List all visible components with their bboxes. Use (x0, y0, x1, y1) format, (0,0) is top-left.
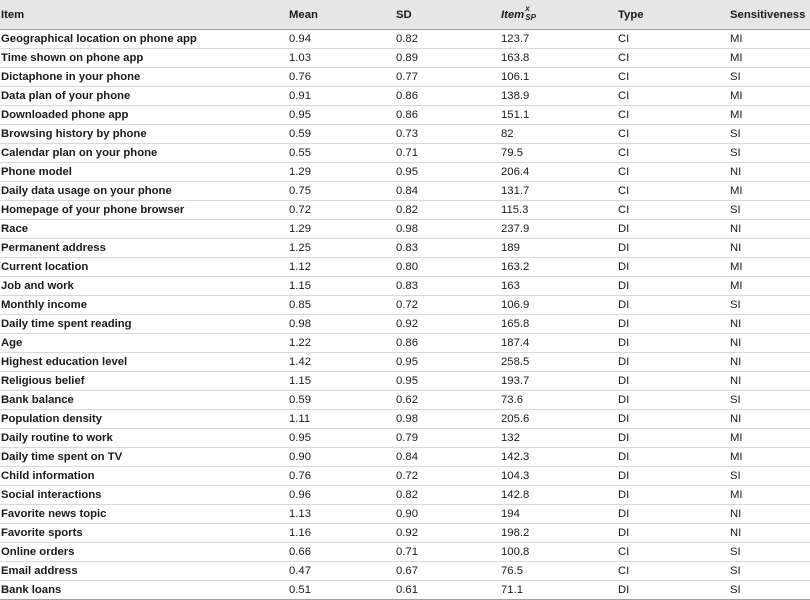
cell-mean: 1.29 (289, 163, 396, 182)
cell-sensitiveness: NI (730, 220, 810, 239)
table-row (0, 106, 810, 125)
table-row (0, 524, 810, 543)
cell-type: DI (618, 524, 730, 543)
table-row (0, 277, 810, 296)
cell-mean: 1.11 (289, 410, 396, 429)
cell-sensitiveness: MI (730, 49, 810, 68)
cell-sensitiveness: MI (730, 106, 810, 125)
cell-mean: 0.51 (289, 581, 396, 600)
cell-type: DI (618, 277, 730, 296)
cell-sensitiveness: NI (730, 315, 810, 334)
cell-sensitiveness: MI (730, 258, 810, 277)
cell-mean: 0.47 (289, 562, 396, 581)
table-row (0, 163, 810, 182)
cell-sd: 0.86 (396, 87, 501, 106)
table-row (0, 144, 810, 163)
cell-sensitiveness: SI (730, 467, 810, 486)
cell-sensitiveness: SI (730, 543, 810, 562)
cell-score: 106.9 (501, 296, 618, 315)
header-score-subsup (524, 3, 536, 22)
cell-score: 187.4 (501, 334, 618, 353)
cell-item: Favorite sports (0, 524, 289, 543)
table-row (0, 486, 810, 505)
cell-sensitiveness: MI (730, 30, 810, 49)
cell-sd: 0.82 (396, 201, 501, 220)
cell-item: Daily time spent reading (0, 315, 289, 334)
cell-item: Browsing history by phone (0, 125, 289, 144)
cell-item: Age (0, 334, 289, 353)
cell-sd: 0.95 (396, 163, 501, 182)
cell-item: Favorite news topic (0, 505, 289, 524)
cell-sensitiveness: NI (730, 334, 810, 353)
cell-item: Bank loans (0, 581, 289, 600)
table-row (0, 315, 810, 334)
cell-score: 189 (501, 239, 618, 258)
cell-mean: 1.42 (289, 353, 396, 372)
cell-score: 104.3 (501, 467, 618, 486)
header-sensitiveness: Sensitiveness (730, 0, 810, 30)
cell-score: 106.1 (501, 68, 618, 87)
cell-type: DI (618, 296, 730, 315)
cell-type: DI (618, 391, 730, 410)
cell-sd: 0.82 (396, 486, 501, 505)
cell-sd: 0.80 (396, 258, 501, 277)
cell-item: Email address (0, 562, 289, 581)
cell-score: 151.1 (501, 106, 618, 125)
cell-sd: 0.72 (396, 467, 501, 486)
cell-score: 206.4 (501, 163, 618, 182)
header-score-base: Item (501, 8, 525, 21)
header-type: Type (618, 0, 730, 30)
cell-type: DI (618, 258, 730, 277)
cell-type: CI (618, 201, 730, 220)
cell-sd: 0.83 (396, 239, 501, 258)
cell-sd: 0.62 (396, 391, 501, 410)
cell-item: Population density (0, 410, 289, 429)
cell-sensitiveness: NI (730, 163, 810, 182)
cell-type: DI (618, 429, 730, 448)
header-sd: SD (396, 0, 501, 30)
cell-score: 82 (501, 125, 618, 144)
cell-sensitiveness: MI (730, 182, 810, 201)
cell-score: 71.1 (501, 581, 618, 600)
cell-sensitiveness: SI (730, 581, 810, 600)
cell-item: Daily time spent on TV (0, 448, 289, 467)
cell-type: DI (618, 448, 730, 467)
cell-mean: 0.72 (289, 201, 396, 220)
cell-sd: 0.92 (396, 315, 501, 334)
cell-sensitiveness: NI (730, 524, 810, 543)
table-row (0, 429, 810, 448)
cell-sensitiveness: NI (730, 239, 810, 258)
table-row (0, 372, 810, 391)
cell-type: CI (618, 163, 730, 182)
table-row (0, 30, 810, 49)
table-row (0, 182, 810, 201)
cell-sensitiveness: SI (730, 296, 810, 315)
cell-mean: 1.12 (289, 258, 396, 277)
table-row (0, 125, 810, 144)
cell-item: Homepage of your phone browser (0, 201, 289, 220)
cell-item: Permanent address (0, 239, 289, 258)
cell-item: Highest education level (0, 353, 289, 372)
cell-type: CI (618, 144, 730, 163)
table-row (0, 334, 810, 353)
cell-sd: 0.77 (396, 68, 501, 87)
cell-item: Job and work (0, 277, 289, 296)
cell-item: Daily routine to work (0, 429, 289, 448)
cell-mean: 0.90 (289, 448, 396, 467)
table-row (0, 87, 810, 106)
cell-type: DI (618, 505, 730, 524)
cell-sd: 0.98 (396, 220, 501, 239)
cell-score: 73.6 (501, 391, 618, 410)
cell-item: Calendar plan on your phone (0, 144, 289, 163)
cell-score: 100.8 (501, 543, 618, 562)
cell-mean: 0.76 (289, 467, 396, 486)
cell-type: DI (618, 353, 730, 372)
cell-sd: 0.82 (396, 30, 501, 49)
cell-type: CI (618, 106, 730, 125)
cell-type: CI (618, 30, 730, 49)
cell-score: 123.7 (501, 30, 618, 49)
cell-mean: 1.15 (289, 372, 396, 391)
cell-sd: 0.86 (396, 106, 501, 125)
cell-mean: 0.66 (289, 543, 396, 562)
cell-score: 76.5 (501, 562, 618, 581)
cell-score: 131.7 (501, 182, 618, 201)
cell-item: Phone model (0, 163, 289, 182)
cell-item: Race (0, 220, 289, 239)
cell-mean: 1.16 (289, 524, 396, 543)
cell-mean: 0.75 (289, 182, 396, 201)
cell-type: CI (618, 562, 730, 581)
table-row (0, 410, 810, 429)
cell-mean: 0.94 (289, 30, 396, 49)
table-row (0, 505, 810, 524)
cell-score: 142.3 (501, 448, 618, 467)
table-row (0, 353, 810, 372)
cell-score: 115.3 (501, 201, 618, 220)
cell-type: DI (618, 220, 730, 239)
cell-sd: 0.84 (396, 448, 501, 467)
cell-item: Online orders (0, 543, 289, 562)
cell-mean: 0.85 (289, 296, 396, 315)
table-row (0, 239, 810, 258)
cell-sensitiveness: MI (730, 277, 810, 296)
cell-sensitiveness: SI (730, 68, 810, 87)
cell-score: 142.8 (501, 486, 618, 505)
cell-sensitiveness: SI (730, 125, 810, 144)
cell-type: DI (618, 334, 730, 353)
cell-sd: 0.73 (396, 125, 501, 144)
table-row (0, 49, 810, 68)
cell-type: DI (618, 315, 730, 334)
cell-score: 79.5 (501, 144, 618, 163)
cell-mean: 0.98 (289, 315, 396, 334)
cell-score: 194 (501, 505, 618, 524)
cell-mean: 1.29 (289, 220, 396, 239)
header-mean: Mean (289, 0, 396, 30)
cell-sd: 0.71 (396, 144, 501, 163)
header-score-sup: x (525, 3, 530, 13)
cell-mean: 0.59 (289, 391, 396, 410)
cell-mean: 0.96 (289, 486, 396, 505)
cell-type: CI (618, 49, 730, 68)
table-row (0, 296, 810, 315)
cell-sd: 0.71 (396, 543, 501, 562)
cell-score: 193.7 (501, 372, 618, 391)
cell-sensitiveness: SI (730, 201, 810, 220)
cell-sd: 0.84 (396, 182, 501, 201)
cell-sensitiveness: NI (730, 505, 810, 524)
cell-sensitiveness: MI (730, 87, 810, 106)
cell-sensitiveness: NI (730, 353, 810, 372)
cell-sensitiveness: MI (730, 429, 810, 448)
cell-item: Time shown on phone app (0, 49, 289, 68)
cell-mean: 0.55 (289, 144, 396, 163)
cell-sd: 0.86 (396, 334, 501, 353)
cell-type: CI (618, 543, 730, 562)
table-row (0, 467, 810, 486)
cell-score: 163.2 (501, 258, 618, 277)
cell-mean: 1.25 (289, 239, 396, 258)
cell-score: 237.9 (501, 220, 618, 239)
cell-sensitiveness: SI (730, 562, 810, 581)
table-row (0, 391, 810, 410)
cell-sensitiveness: NI (730, 410, 810, 429)
cell-sd: 0.95 (396, 372, 501, 391)
cell-type: CI (618, 87, 730, 106)
cell-type: DI (618, 239, 730, 258)
header-score (501, 0, 618, 30)
cell-score: 163 (501, 277, 618, 296)
cell-score: 163.8 (501, 49, 618, 68)
cell-type: DI (618, 372, 730, 391)
table-row (0, 581, 810, 600)
table-row (0, 562, 810, 581)
cell-item: Daily data usage on your phone (0, 182, 289, 201)
cell-sensitiveness: SI (730, 391, 810, 410)
cell-sd: 0.61 (396, 581, 501, 600)
table-row (0, 448, 810, 467)
cell-item: Monthly income (0, 296, 289, 315)
table-row (0, 68, 810, 87)
table-row (0, 201, 810, 220)
header-score-sub: SP (525, 12, 536, 22)
cell-item: Child information (0, 467, 289, 486)
cell-sensitiveness: SI (730, 144, 810, 163)
cell-type: CI (618, 182, 730, 201)
cell-item: Religious belief (0, 372, 289, 391)
cell-sensitiveness: NI (730, 372, 810, 391)
cell-type: DI (618, 486, 730, 505)
cell-mean: 0.59 (289, 125, 396, 144)
cell-sd: 0.90 (396, 505, 501, 524)
cell-score: 165.8 (501, 315, 618, 334)
cell-sd: 0.83 (396, 277, 501, 296)
table-row (0, 258, 810, 277)
cell-score: 132 (501, 429, 618, 448)
cell-sd: 0.92 (396, 524, 501, 543)
cell-mean: 1.13 (289, 505, 396, 524)
cell-item: Dictaphone in your phone (0, 68, 289, 87)
cell-sd: 0.72 (396, 296, 501, 315)
cell-mean: 1.03 (289, 49, 396, 68)
cell-type: CI (618, 68, 730, 87)
cell-mean: 0.76 (289, 68, 396, 87)
table-row (0, 543, 810, 562)
cell-item: Downloaded phone app (0, 106, 289, 125)
cell-mean: 0.95 (289, 429, 396, 448)
cell-sd: 0.98 (396, 410, 501, 429)
cell-sensitiveness: MI (730, 448, 810, 467)
cell-item: Geographical location on phone app (0, 30, 289, 49)
cell-score: 258.5 (501, 353, 618, 372)
cell-mean: 1.15 (289, 277, 396, 296)
cell-item: Current location (0, 258, 289, 277)
cell-score: 198.2 (501, 524, 618, 543)
cell-type: CI (618, 125, 730, 144)
cell-item: Data plan of your phone (0, 87, 289, 106)
cell-sd: 0.89 (396, 49, 501, 68)
cell-sd: 0.67 (396, 562, 501, 581)
cell-sensitiveness: MI (730, 486, 810, 505)
cell-sd: 0.79 (396, 429, 501, 448)
cell-type: DI (618, 410, 730, 429)
cell-item: Bank balance (0, 391, 289, 410)
cell-sd: 0.95 (396, 353, 501, 372)
header-row (0, 0, 810, 30)
table-row (0, 220, 810, 239)
cell-mean: 1.22 (289, 334, 396, 353)
cell-score: 205.6 (501, 410, 618, 429)
cell-type: DI (618, 467, 730, 486)
cell-mean: 0.95 (289, 106, 396, 125)
header-item: Item (0, 0, 289, 30)
cell-item: Social interactions (0, 486, 289, 505)
cell-score: 138.9 (501, 87, 618, 106)
cell-mean: 0.91 (289, 87, 396, 106)
table-body (0, 30, 810, 600)
cell-type: DI (618, 581, 730, 600)
